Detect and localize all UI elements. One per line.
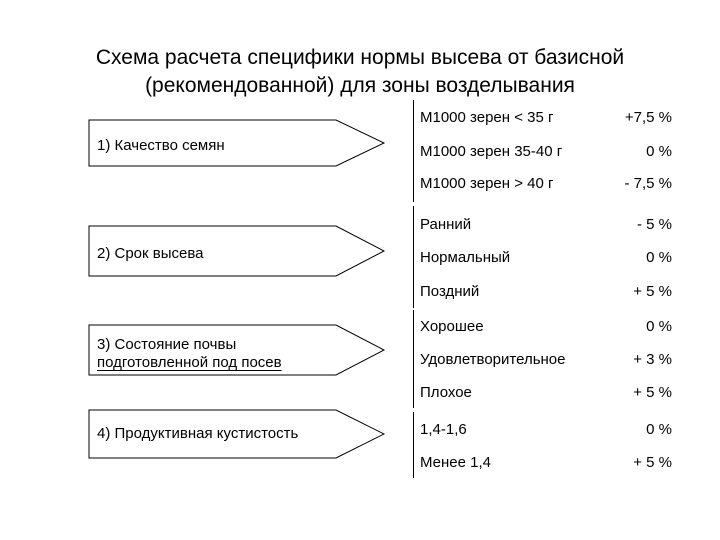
title-line-1: Схема расчета специфики нормы высева от базисной	[95, 46, 625, 69]
option-value: 0 %	[646, 318, 672, 335]
option-label: М1000 зерен > 40 г	[420, 175, 554, 192]
factor-3-bracket	[413, 310, 414, 408]
option-label: Поздний	[420, 283, 480, 300]
option-label: Плохое	[420, 384, 472, 401]
option-value: + 3 %	[633, 351, 672, 368]
factor-1-label: 1) Качество семян	[97, 137, 225, 154]
option-value: + 5 %	[633, 283, 672, 300]
option-label: Менее 1,4	[420, 454, 491, 471]
title-line-2: (рекомендованной) для зоны возделывания	[145, 74, 575, 97]
option-label: 1,4-1,6	[420, 421, 467, 438]
factor-4-label: 4) Продуктивная кустистость	[97, 425, 299, 442]
option-value: + 5 %	[633, 384, 672, 401]
option-label: Удовлетворительное	[420, 351, 566, 368]
option-value: 0 %	[646, 421, 672, 438]
option-value: +7,5 %	[624, 109, 672, 126]
factor-1-bracket	[413, 100, 414, 202]
factor-3-label	[97, 336, 282, 372]
option-label: Ранний	[420, 216, 472, 233]
factor-2-bracket	[413, 206, 414, 308]
option-label: Хорошее	[420, 318, 484, 335]
option-value: - 5 %	[636, 216, 672, 233]
option-label: Нормальный	[420, 249, 511, 266]
factor-4-bracket	[413, 412, 414, 478]
option-value: 0 %	[646, 249, 672, 266]
option-value: + 5 %	[633, 454, 672, 471]
option-value: - 7,5 %	[624, 175, 672, 192]
factor-3-label-line-2: подготовленной под посев	[97, 354, 282, 371]
option-label: М1000 зерен < 35 г	[420, 109, 554, 126]
factor-2-label: 2) Срок высева	[97, 245, 204, 262]
option-label: М1000 зерен 35-40 г	[420, 143, 563, 160]
option-value: 0 %	[646, 143, 672, 160]
factor-3-label-line-1: 3) Состояние почвы	[97, 336, 237, 353]
